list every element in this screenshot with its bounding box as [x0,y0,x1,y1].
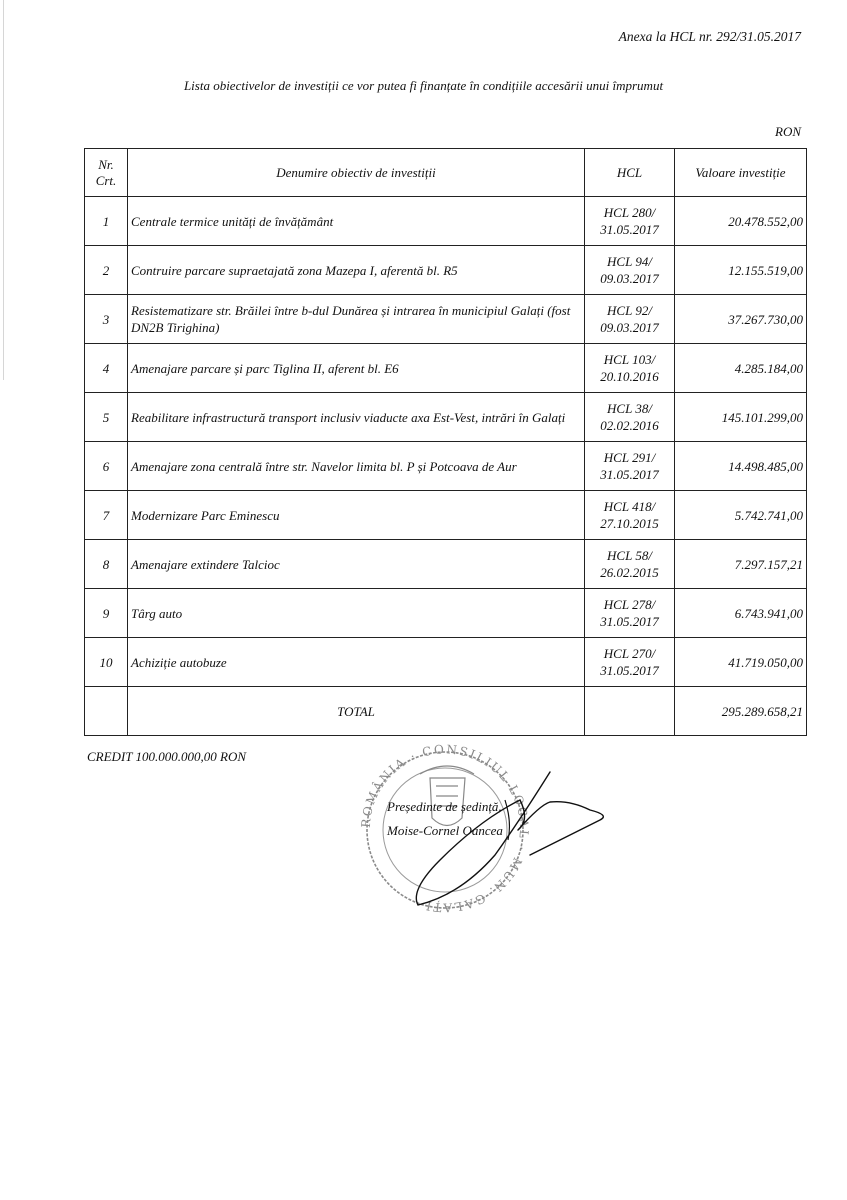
scan-edge-line [3,0,4,380]
signatory-role: Președinte de ședință, [387,799,502,814]
row-hcl [585,295,675,344]
row-value: 6.743.941,00 [675,589,807,638]
table-row [85,344,807,393]
row-value: 37.267.730,00 [675,295,807,344]
row-hcl-date: 20.10.2016 [600,369,659,384]
table-row [85,246,807,295]
table-row [85,442,807,491]
row-hcl-date: 31.05.2017 [600,663,659,678]
row-hcl-date: 26.02.2015 [600,565,659,580]
col-header-nr: Nr. Crt. [85,149,128,197]
total-label: TOTAL [128,687,585,736]
row-objective-name: Amenajare zona centrală între str. Navelor limita bl. P și Potcoava de Aur [128,442,585,491]
row-hcl-number: HCL 94/ [607,254,652,269]
row-objective-name: Târg auto [128,589,585,638]
annex-reference: Anexa la HCL nr. 292/31.05.2017 [618,29,801,44]
row-hcl-date: 02.02.2016 [600,418,659,433]
row-hcl [585,638,675,687]
currency-label: RON [775,124,801,139]
row-number: 6 [85,442,128,491]
total-row [85,687,807,736]
row-number: 4 [85,344,128,393]
row-objective-name: Resistematizare str. Brăilei între b-dul Dunărea și intrarea în municipiul Galați (fost DN2B Tirighina) [128,295,585,344]
col-header-hcl: HCL [585,149,675,197]
document-title: Lista obiectivelor de investiții ce vor putea fi finanțate în condițiile accesării unui împrumut [183,78,664,93]
table-header-row [85,149,807,197]
total-value: 295.289.658,21 [675,687,807,736]
row-objective-name: Amenajare parcare și parc Tiglina II, aferent bl. E6 [128,344,585,393]
row-objective-name: Centrale termice unități de învățământ [128,197,585,246]
row-value: 20.478.552,00 [675,197,807,246]
row-hcl-number: HCL 58/ [607,548,652,563]
col-header-name: Denumire obiectiv de investiții [128,149,585,197]
row-number: 10 [85,638,128,687]
row-hcl [585,540,675,589]
total-nr-cell [85,687,128,736]
row-hcl [585,393,675,442]
credit-amount: CREDIT 100.000.000,00 RON [87,749,247,764]
row-number: 9 [85,589,128,638]
total-hcl-cell [585,687,675,736]
row-value: 145.101.299,00 [675,393,807,442]
table-row [85,638,807,687]
row-hcl-date: 31.05.2017 [600,222,659,237]
row-number: 3 [85,295,128,344]
row-hcl-date: 09.03.2017 [600,320,659,335]
signatory-name: Moise-Cornel Oancea [387,823,503,838]
row-value: 12.155.519,00 [675,246,807,295]
row-number: 8 [85,540,128,589]
row-objective-name: Achiziție autobuze [128,638,585,687]
row-hcl-number: HCL 38/ [607,401,652,416]
row-value: 7.297.157,21 [675,540,807,589]
row-hcl [585,246,675,295]
table-row [85,589,807,638]
row-objective-name: Reabilitare infrastructură transport inclusiv viaducte axa Est-Vest, intrări în Galați [128,393,585,442]
table-row [85,295,807,344]
table-row [85,540,807,589]
row-hcl-date: 31.05.2017 [600,467,659,482]
row-hcl-number: HCL 103/ [603,352,656,367]
row-number: 1 [85,197,128,246]
row-hcl-date: 09.03.2017 [600,271,659,286]
row-value: 5.742.741,00 [675,491,807,540]
row-hcl-number: HCL 418/ [603,499,656,514]
row-value: 14.498.485,00 [675,442,807,491]
row-objective-name: Contruire parcare supraetajată zona Mazepa I, aferentă bl. R5 [128,246,585,295]
row-hcl [585,491,675,540]
row-value: 41.719.050,00 [675,638,807,687]
row-value: 4.285.184,00 [675,344,807,393]
row-hcl-number: HCL 280/ [603,205,656,220]
investment-table [84,148,807,736]
row-hcl [585,197,675,246]
row-objective-name: Modernizare Parc Eminescu [128,491,585,540]
row-hcl [585,589,675,638]
row-number: 2 [85,246,128,295]
handwritten-signature [400,760,630,910]
row-hcl-number: HCL 291/ [603,450,656,465]
row-hcl-date: 27.10.2015 [600,516,659,531]
col-header-value: Valoare investiție [675,149,807,197]
row-number: 5 [85,393,128,442]
seal-text: ROMÂNIA · CONSILIUL LOCAL · MUN. GALAȚI [358,742,532,915]
row-hcl-date: 31.05.2017 [600,614,659,629]
row-objective-name: Amenajare extindere Talcioc [128,540,585,589]
row-hcl [585,344,675,393]
row-hcl-number: HCL 270/ [603,646,656,661]
table-row [85,393,807,442]
row-hcl-number: HCL 278/ [603,597,656,612]
table-row [85,491,807,540]
row-hcl [585,442,675,491]
row-hcl-number: HCL 92/ [607,303,652,318]
row-number: 7 [85,491,128,540]
table-row [85,197,807,246]
